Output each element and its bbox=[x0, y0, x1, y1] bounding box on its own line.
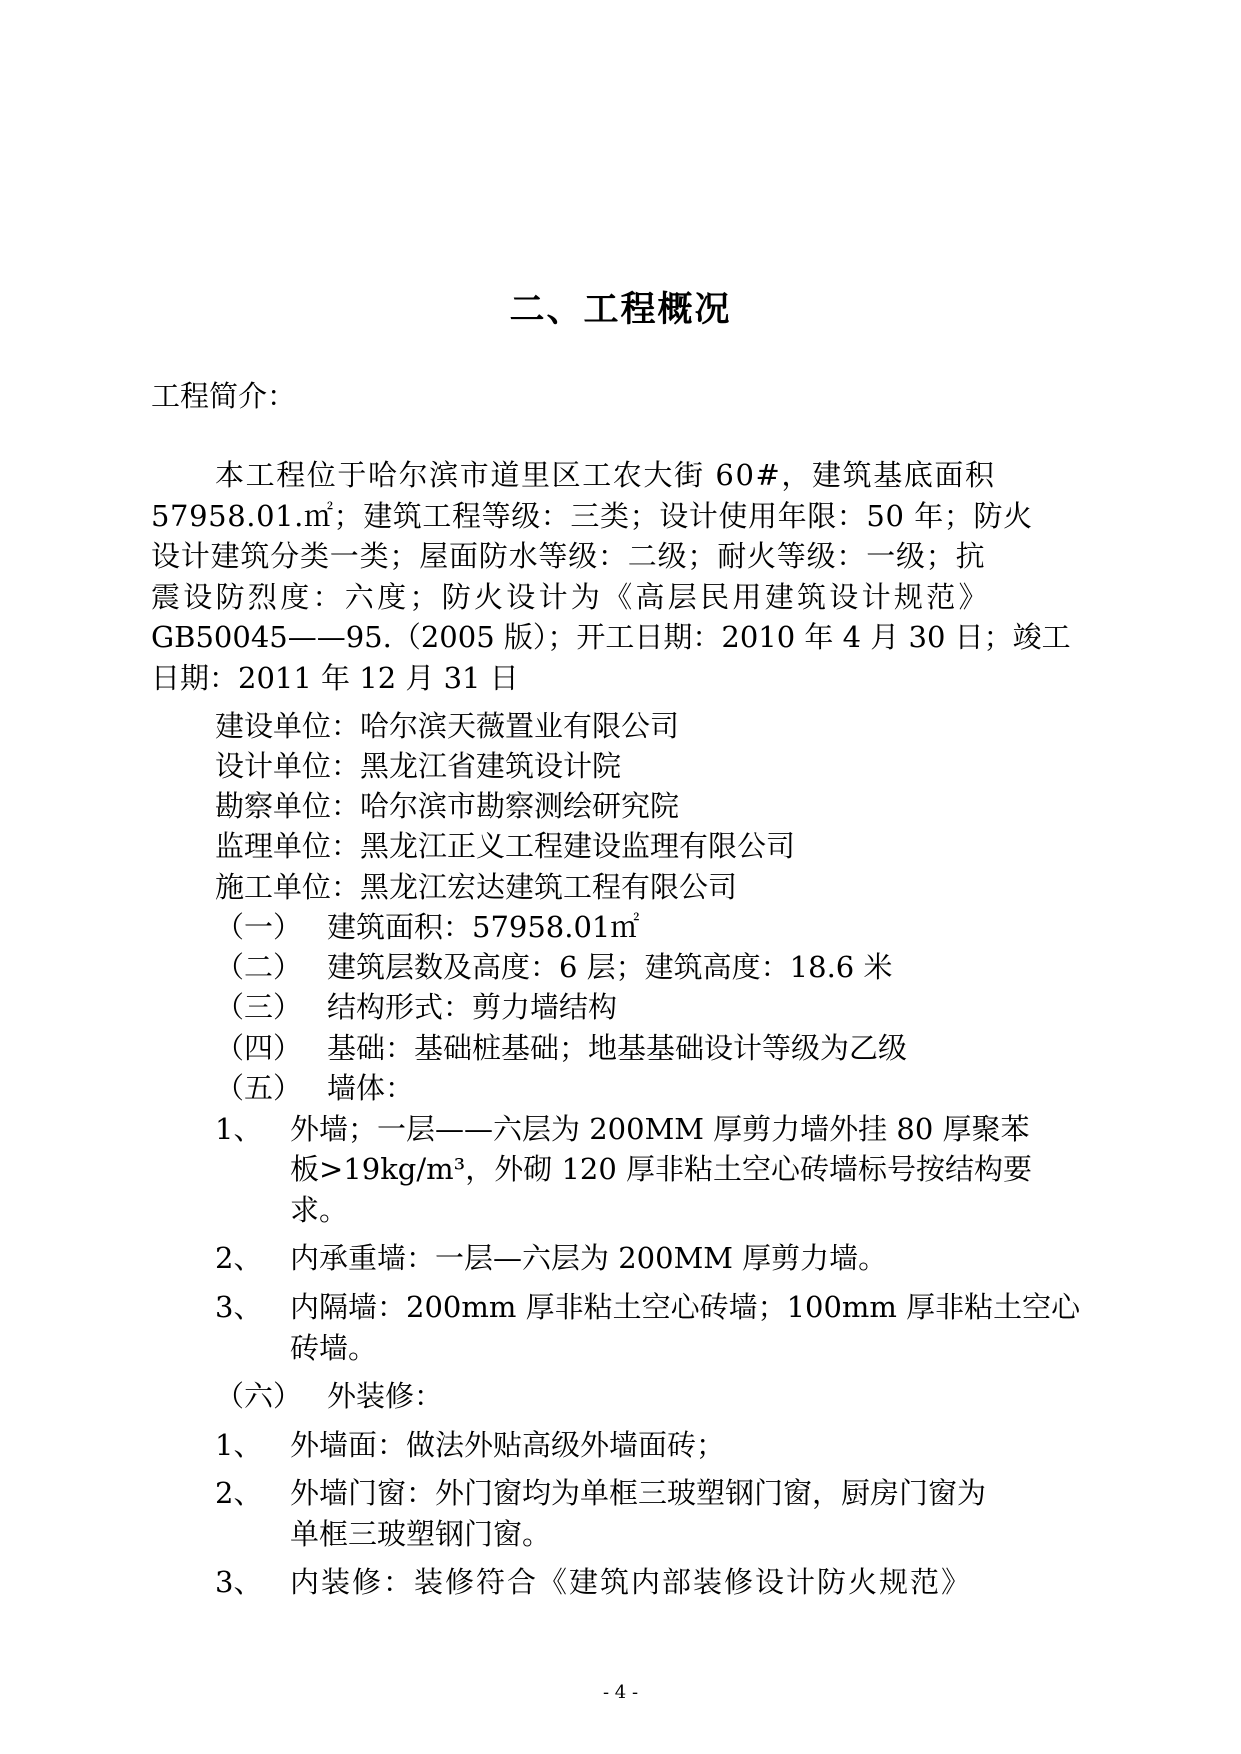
section-number: （三） bbox=[215, 990, 303, 1024]
section-3 bbox=[215, 989, 617, 1025]
exterior-item-number: 1、 bbox=[215, 1428, 263, 1462]
exterior-item-line: 单框三玻塑钢门窗。 bbox=[290, 1517, 552, 1551]
wall-item-line: 外墙；一层——六层为 200MM 厚剪力墙外挂 80 厚聚苯 bbox=[290, 1112, 1030, 1146]
section-number: （五） bbox=[215, 1071, 303, 1105]
section-6 bbox=[215, 1378, 443, 1414]
description-line: 震设防烈度：六度；防火设计为《高层民用建筑设计规范》 bbox=[151, 579, 991, 614]
section-number: （四） bbox=[215, 1031, 303, 1065]
description-line: 设计建筑分类一类；屋面防水等级：二级；耐火等级：一级；抗 bbox=[151, 539, 986, 573]
section-text: 墙体： bbox=[327, 1071, 415, 1105]
section-text: 结构形式：剪力墙结构 bbox=[327, 990, 618, 1024]
contractor-unit: 施工单位：黑龙江宏达建筑工程有限公司 bbox=[215, 870, 738, 904]
exterior-item-number: 3、 bbox=[215, 1565, 263, 1599]
section-text: 外装修： bbox=[327, 1379, 444, 1413]
section-text: 基础：基础桩基础；地基基础设计等级为乙级 bbox=[327, 1031, 908, 1065]
wall-item-line: 内承重墙：一层—六层为 200MM 厚剪力墙。 bbox=[290, 1241, 888, 1275]
description-line: 日期：2011 年 12 月 31 日 bbox=[151, 660, 519, 695]
description-line: 57958.01.㎡；建筑工程等级：三类；设计使用年限：50 年；防火 bbox=[151, 498, 1033, 533]
exterior-item-line: 外墙面：做法外贴高级外墙面砖； bbox=[290, 1428, 726, 1462]
exterior-item-number: 2、 bbox=[215, 1476, 263, 1510]
construction-unit: 建设单位：哈尔滨天薇置业有限公司 bbox=[215, 709, 680, 743]
section-2 bbox=[215, 949, 892, 985]
section-4 bbox=[215, 1030, 907, 1066]
section-text: 建筑层数及高度：6 层；建筑高度：18.6 米 bbox=[327, 950, 893, 984]
section-number: （六） bbox=[215, 1379, 303, 1413]
section-1 bbox=[215, 909, 639, 945]
wall-item-number: 3、 bbox=[215, 1290, 263, 1324]
page-number: - 4 - bbox=[602, 1682, 639, 1703]
exterior-item-line: 外墙门窗：外门窗均为单框三玻塑钢门窗，厨房门窗为 bbox=[290, 1476, 987, 1510]
section-5 bbox=[215, 1070, 414, 1106]
wall-item-line: 内隔墙：200mm 厚非粘土空心砖墙；100mm 厚非粘土空心 bbox=[290, 1290, 1081, 1324]
description-line: GB50045——95.（2005 版）；开工日期：2010 年 4 月 30 日；竣工 bbox=[151, 620, 1071, 654]
intro-heading: 工程简介： bbox=[151, 379, 297, 413]
section-text: 建筑面积：57958.01㎡ bbox=[327, 910, 640, 944]
wall-item-number: 2、 bbox=[215, 1241, 263, 1275]
section-number: （一） bbox=[215, 910, 303, 944]
wall-item-number: 1、 bbox=[215, 1112, 263, 1146]
supervision-unit: 监理单位：黑龙江正义工程建设监理有限公司 bbox=[215, 829, 796, 863]
exterior-item-line: 内装修：装修符合《建筑内部装修设计防火规范》 bbox=[290, 1565, 973, 1599]
project-description bbox=[151, 455, 1086, 698]
wall-item-line: 砖墙。 bbox=[290, 1331, 378, 1365]
wall-item-line: 板>19kg/m³，外砌 120 厚非粘土空心砖墙标号按结构要 bbox=[290, 1152, 1033, 1186]
page-title: 二、工程概况 bbox=[509, 289, 732, 330]
survey-unit: 勘察单位：哈尔滨市勘察测绘研究院 bbox=[215, 789, 680, 823]
section-number: （二） bbox=[215, 950, 303, 984]
design-unit: 设计单位：黑龙江省建筑设计院 bbox=[215, 749, 622, 783]
wall-item-line: 求。 bbox=[290, 1193, 349, 1227]
description-line: 本工程位于哈尔滨市道里区工农大街 60#，建筑基底面积 bbox=[215, 458, 996, 492]
